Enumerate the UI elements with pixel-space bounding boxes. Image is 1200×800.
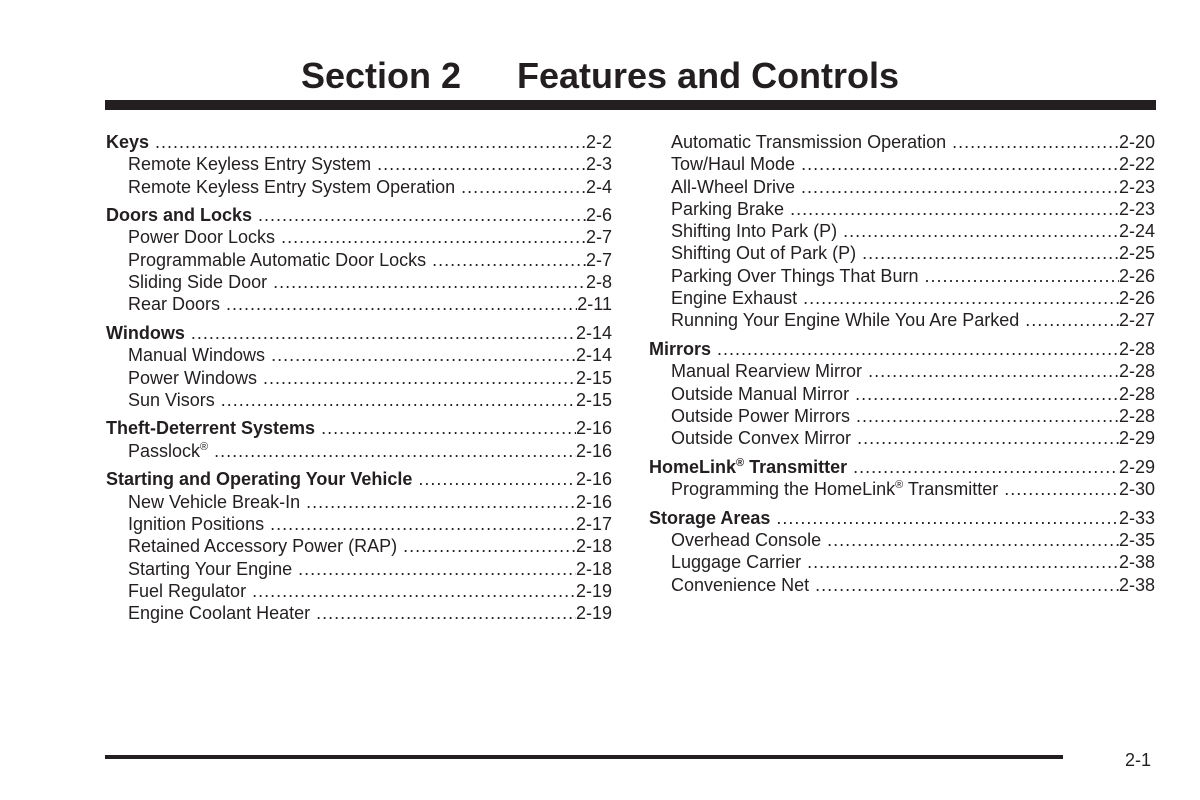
toc-entry[interactable] — [649, 360, 1155, 382]
toc-entry-label: Starting and Operating Your Vehicle — [106, 469, 413, 490]
toc-entry-page: 2-6 — [585, 205, 612, 226]
toc-entry-label: Starting Your Engine — [128, 558, 293, 579]
dot-leader — [316, 602, 576, 624]
dot-leader — [803, 287, 1119, 309]
section-label: Section 2 — [300, 55, 461, 96]
toc-entry-label: Manual Rearview Mirror — [671, 361, 863, 382]
toc-entry[interactable] — [649, 427, 1155, 449]
toc-entry[interactable] — [649, 309, 1155, 331]
toc-entry-page: 2-17 — [575, 513, 612, 534]
toc-entry[interactable] — [649, 198, 1155, 220]
toc-entry-label: Running Your Engine While You Are Parked — [671, 310, 1020, 331]
toc-entry[interactable] — [649, 176, 1155, 198]
toc-entry[interactable] — [649, 478, 1155, 500]
toc-entry-page: 2-16 — [575, 418, 612, 439]
dot-leader — [191, 322, 576, 344]
toc-entry-label: Rear Doors — [128, 294, 221, 315]
dot-leader — [155, 131, 586, 153]
dot-leader — [815, 574, 1119, 596]
dot-leader — [843, 220, 1119, 242]
dot-leader — [1025, 309, 1119, 331]
toc-entry-label: All-Wheel Drive — [671, 176, 796, 197]
dot-leader — [281, 226, 586, 248]
section-title: Features and Controls — [517, 55, 900, 96]
toc-entry[interactable] — [106, 580, 612, 602]
toc-entry-page: 2-33 — [1118, 507, 1155, 528]
toc-entry-page: 2-14 — [575, 322, 612, 343]
dot-leader — [1004, 478, 1119, 500]
toc-entry-label: Automatic Transmission Operation — [671, 132, 947, 152]
toc-entry-page: 2-20 — [1118, 132, 1155, 152]
registered-mark: ® — [736, 456, 745, 469]
toc-heading-entry[interactable] — [649, 507, 1155, 529]
dot-leader — [306, 491, 576, 513]
toc-entry[interactable] — [649, 153, 1155, 175]
toc-entry-page: 2-28 — [1118, 361, 1155, 382]
dot-leader — [321, 417, 576, 439]
toc-entry-label: Remote Keyless Entry System — [128, 154, 372, 175]
toc-entry-page: 2-23 — [1118, 176, 1155, 197]
toc-entry-page: 2-24 — [1118, 221, 1155, 242]
dot-leader — [790, 198, 1119, 220]
toc-entry[interactable] — [106, 249, 612, 271]
toc-entry-label: Remote Keyless Entry System Operation — [128, 176, 456, 197]
toc-entry-page: 2-4 — [585, 176, 612, 197]
toc-entry-label: Theft-Deterrent Systems — [106, 418, 316, 439]
dot-leader — [377, 153, 586, 175]
dot-leader — [273, 271, 586, 293]
toc-entry-label: Programmable Automatic Door Locks — [128, 249, 427, 270]
dot-leader — [924, 265, 1119, 287]
toc-entry-label: Passlock® — [128, 440, 209, 461]
toc-entry-page: 2-11 — [577, 294, 612, 315]
toc-entry[interactable] — [106, 602, 612, 624]
toc-entry-page: 2-22 — [1118, 154, 1155, 175]
toc-entry-label: Programming the HomeLink® Transmitter — [671, 479, 999, 500]
toc-entry-label: Engine Exhaust — [671, 288, 798, 309]
dot-leader — [717, 338, 1119, 360]
dot-leader — [807, 551, 1119, 573]
toc-entry-label: Sliding Side Door — [128, 272, 268, 293]
toc-entry-label: Mirrors — [649, 338, 712, 359]
toc-entry-page: 2-16 — [575, 469, 612, 490]
dot-leader — [855, 383, 1119, 405]
toc-entry-page: 2-23 — [1118, 198, 1155, 219]
toc-entry-page: 2-8 — [585, 272, 612, 293]
dot-leader — [862, 242, 1119, 264]
toc-entry-page: 2-28 — [1118, 405, 1155, 426]
dot-leader — [857, 427, 1119, 449]
dot-leader — [853, 456, 1119, 478]
toc-entry-label: Retained Accessory Power (RAP) — [128, 536, 398, 557]
footer-rule — [105, 755, 1063, 759]
toc-entry-page: 2-38 — [1118, 574, 1155, 595]
toc-entry-label: Ignition Positions — [128, 513, 265, 534]
dot-leader — [856, 405, 1119, 427]
toc-entry-page: 2-3 — [585, 154, 612, 175]
toc-column-right — [649, 131, 1155, 596]
toc-heading-entry[interactable] — [106, 417, 612, 439]
toc-entry-label: Shifting Into Park (P) — [671, 221, 838, 242]
toc-entry[interactable] — [106, 153, 612, 175]
toc-entry-page: 2-18 — [575, 558, 612, 579]
toc-entry-label: Manual Windows — [128, 345, 266, 366]
dot-leader — [298, 558, 576, 580]
toc-entry-label: Doors and Locks — [106, 205, 253, 226]
toc-entry[interactable] — [106, 558, 612, 580]
toc-heading-entry[interactable] — [106, 322, 612, 344]
toc-entry-label: Luggage Carrier — [671, 552, 802, 573]
toc-entry[interactable] — [106, 535, 612, 557]
toc-entry-page: 2-16 — [575, 440, 612, 461]
toc-heading-entry[interactable] — [649, 338, 1155, 360]
toc-entry-label: Windows — [106, 322, 185, 343]
toc-entry[interactable] — [106, 367, 612, 389]
dot-leader — [418, 468, 576, 490]
registered-mark: ® — [200, 440, 209, 453]
toc-entry-page: 2-28 — [1118, 383, 1155, 404]
toc-entry-page: 2-16 — [575, 491, 612, 512]
registered-mark: ® — [895, 479, 904, 492]
toc-entry[interactable] — [649, 405, 1155, 427]
toc-entry[interactable] — [649, 265, 1155, 287]
toc-entry-page: 2-26 — [1118, 265, 1155, 286]
toc-entry-page: 2-19 — [575, 580, 612, 601]
toc-entry[interactable] — [649, 131, 1155, 153]
toc-entry[interactable] — [106, 513, 612, 535]
toc-entry-label: Shifting Out of Park (P) — [671, 243, 857, 264]
dot-leader — [258, 204, 586, 226]
toc-entry-label: Parking Brake — [671, 198, 785, 219]
toc-heading-entry[interactable] — [106, 468, 612, 490]
page-number: 2-1 — [1125, 750, 1152, 770]
toc-entry-label: Convenience Net — [671, 574, 810, 595]
toc-entry-page: 2-27 — [1118, 310, 1155, 331]
toc-heading-entry[interactable] — [649, 456, 1155, 478]
toc-entry[interactable] — [106, 344, 612, 366]
dot-leader — [801, 153, 1119, 175]
toc-entry-page: 2-28 — [1118, 338, 1155, 359]
toc-entry-label: Power Windows — [128, 367, 258, 388]
toc-entry[interactable] — [106, 293, 612, 315]
dot-leader — [403, 535, 576, 557]
toc-column-left — [106, 131, 612, 624]
toc-entry-label: Overhead Console — [671, 529, 822, 550]
toc-entry[interactable] — [649, 287, 1155, 309]
toc-entry-label: New Vehicle Break-In — [128, 491, 301, 512]
toc-entry-page: 2-35 — [1118, 529, 1155, 550]
toc-entry[interactable] — [106, 176, 612, 198]
dot-leader — [226, 293, 577, 315]
toc-entry-page: 2-14 — [575, 345, 612, 366]
toc-entry-label: Keys — [106, 132, 150, 152]
page-header — [0, 56, 1200, 96]
toc-entry-page: 2-25 — [1118, 243, 1155, 264]
dot-leader — [461, 176, 586, 198]
toc-entry-page: 2-7 — [585, 227, 612, 248]
toc-entry-page: 2-30 — [1118, 479, 1155, 500]
toc-entry-page: 2-29 — [1118, 456, 1155, 477]
toc-entry-label: Outside Manual Mirror — [671, 383, 850, 404]
toc-entry-label: Parking Over Things That Burn — [671, 265, 919, 286]
dot-leader — [776, 507, 1119, 529]
toc-entry-label: Fuel Regulator — [128, 580, 247, 601]
toc-entry-label: HomeLink® Transmitter — [649, 456, 848, 477]
toc-entry-label: Sun Visors — [128, 389, 215, 410]
dot-leader — [252, 580, 576, 602]
toc-entry[interactable] — [649, 529, 1155, 551]
toc-entry-label: Storage Areas — [649, 507, 771, 528]
dot-leader — [263, 367, 576, 389]
toc-entry-label: Outside Convex Mirror — [671, 428, 852, 449]
toc-entry[interactable] — [106, 226, 612, 248]
header-rule — [105, 100, 1156, 110]
toc-entry-page: 2-18 — [575, 536, 612, 557]
toc-entry-page: 2-19 — [575, 603, 612, 624]
toc-entry-page: 2-15 — [575, 389, 612, 410]
toc-heading-entry[interactable] — [106, 131, 612, 153]
dot-leader — [221, 389, 576, 411]
dot-leader — [270, 513, 576, 535]
dot-leader — [214, 440, 576, 462]
dot-leader — [827, 529, 1119, 551]
toc-entry-label: Engine Coolant Heater — [128, 603, 311, 624]
toc-entry[interactable] — [106, 389, 612, 411]
toc-entry[interactable] — [649, 551, 1155, 573]
toc-entry-label: Outside Power Mirrors — [671, 405, 851, 426]
toc-entry-page: 2-2 — [585, 132, 612, 152]
toc-entry[interactable] — [649, 242, 1155, 264]
toc-entry-label: Tow/Haul Mode — [671, 154, 796, 175]
toc-heading-entry[interactable] — [106, 204, 612, 226]
dot-leader — [801, 176, 1119, 198]
dot-leader — [432, 249, 586, 271]
toc-entry[interactable] — [649, 383, 1155, 405]
toc-entry[interactable] — [106, 491, 612, 513]
toc-entry-page: 2-26 — [1118, 288, 1155, 309]
toc-entry-page: 2-15 — [575, 367, 612, 388]
toc-entry-page: 2-29 — [1118, 428, 1155, 449]
dot-leader — [952, 131, 1119, 153]
toc-entry[interactable] — [649, 574, 1155, 596]
dot-leader — [271, 344, 576, 366]
toc-entry[interactable] — [106, 271, 612, 293]
toc-entry-label: Power Door Locks — [128, 227, 276, 248]
toc-entry-page: 2-7 — [585, 249, 612, 270]
toc-entry-page: 2-38 — [1118, 552, 1155, 573]
toc-entry[interactable] — [649, 220, 1155, 242]
toc-entry[interactable] — [106, 440, 612, 462]
dot-leader — [868, 360, 1119, 382]
